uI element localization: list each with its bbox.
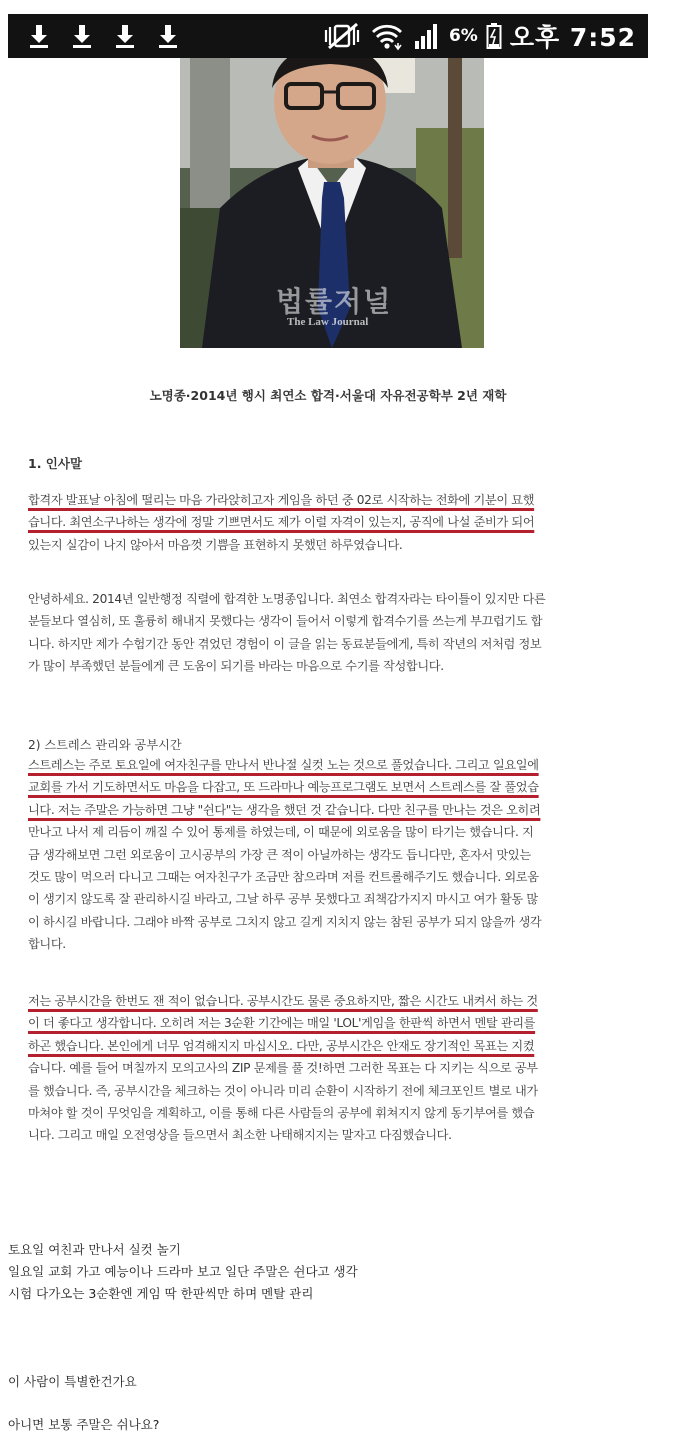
paragraph (28, 754, 632, 956)
text-line: 스트레스는 주로 토요일에 여자친구를 만나서 반나절 실컷 노는 것으로 풀었습니다. 그리고 일요일에 (28, 758, 539, 772)
vibrate-mute-icon (323, 21, 363, 51)
text-line: 니다. 저는 주말은 가능하면 그냥 "쉰다"는 생각을 했던 것 같습니다. 다만 친구를 만나는 것은 오히려 (28, 802, 541, 817)
photo-caption: 노명종·2014년 행시 최연소 합격·서울대 자유전공학부 2년 재학 (149, 388, 507, 403)
text-line: 금 생각해보면 그런 외로움이 고시공부의 가장 큰 적이 아닐까하는 생각도 듭니다만, 혼자서 맛있는 (28, 847, 531, 862)
text-line: 교회를 가서 기도하면서도 마음을 다잡고, 또 드라마나 예능프로그램도 보면서 스트레스를 잘 풀었습 (28, 780, 539, 795)
signal-icon (411, 21, 441, 51)
post-text-line: 일요일 교회 가고 예능이나 드라마 보고 일단 주말은 쉰다고 생각 (8, 1264, 358, 1279)
download-icon (114, 24, 136, 50)
text-line: 이 생기지 않도록 잘 관리하시길 바라고, 그날 하루 공부 못했다고 죄책감가지지 마시고 여가 활동 많 (28, 892, 538, 907)
screenshot-image (8, 14, 648, 1152)
battery-percent: 6% (448, 26, 478, 46)
text-line: 것도 많이 먹으러 다니고 그때는 여자친구가 조금만 참으라며 저를 컨트롤해주기도 했습니다. 외로움 (28, 869, 539, 884)
text-line: 합니다. (28, 937, 66, 952)
text-line (28, 511, 632, 533)
text-line: 있는지 실감이 나지 않아서 마음껏 기쁨을 표현하지 못했던 하루였습니다. (28, 537, 403, 552)
post-text-line: 토요일 여친과 만나서 실컷 놀기 (8, 1242, 181, 1257)
clock: 오후 7:52 (509, 23, 636, 52)
download-icon (28, 24, 50, 50)
text-line: 이 하시길 바랍니다. 그래야 바짝 공부로 그치지 않고 길게 지치지 않는 참된 공부가 되지 않을까 생각 (28, 914, 542, 929)
status-bar (8, 14, 648, 58)
article-photo (180, 58, 484, 348)
battery-icon (486, 22, 502, 50)
section-title: 2) 스트레스 관리와 공부시간 (28, 738, 182, 752)
wifi-icon (371, 21, 403, 51)
text-line: 마쳐야 할 것이 무엇임을 계획하고, 이를 통해 다른 사람들의 공부에 휘쳐지지 않게 동기부여를 했습 (28, 1105, 535, 1120)
watermark-sub: The Law Journal (287, 316, 369, 328)
text-line: 가 많이 부족했던 분들에게 큰 도움이 되기를 바라는 마음으로 수기를 작성합니다. (28, 659, 444, 674)
text-line: 분들보다 열심히, 또 훌륭히 해내지 못했다는 생각이 들어서 이렇게 합격수기를 쓰는게 부끄럽기도 합 (28, 614, 543, 629)
post-text-line: 시험 다가오는 3순환엔 게임 딱 한판씩만 하며 멘탈 관리 (8, 1286, 314, 1301)
text-line: 를 했습니다. 즉, 공부시간을 체크하는 것이 아니라 미리 순환이 시작하기 전에 체크포인트 별로 내가 (28, 1083, 538, 1098)
watermark: 법률저널 (276, 285, 393, 318)
text-line: 습니다. 예를 들어 며칠까지 모의고사의 ZIP 문제를 풀 것!하면 그러한 목표는 다 지키는 식으로 공부 (28, 1061, 538, 1076)
paragraph (28, 489, 632, 556)
text-line: 니다. 하지만 제가 수험기간 동안 겪었던 경험이 이 글을 읽는 동료분들에게, 특히 작년의 저처럼 정보 (28, 636, 542, 651)
post-question: 이 사람이 특별한건가요 (8, 1374, 137, 1389)
download-icon (71, 24, 93, 50)
paragraph (28, 990, 632, 1147)
section-title: 1. 인사말 (28, 456, 83, 471)
paragraph (28, 588, 632, 678)
text-line: 이 더 좋다고 생각합니다. 오히려 저는 3순환 기간에는 매일 'LOL'게임을 한판씩 하면서 멘탈 관리를 (28, 1016, 536, 1031)
text-line: 만나고 나서 제 리듬이 깨질 수 있어 통제를 하였는데, 이 때문에 외로움을 많이 타기는 했습니다. 지 (28, 825, 534, 840)
text-line: 저는 공부시간을 한번도 잰 적이 없습니다. 공부시간도 물론 중요하지만, 짧은 시간도 내켜서 하는 것 (28, 994, 538, 1008)
text-line: 합격자 발표날 아침에 떨리는 마음 가라앉히고자 게임을 하던 중 02로 시작하는 전화에 기분이 묘했 (28, 493, 535, 507)
text-line: 습니다. 최연소구나하는 생각에 정말 기쁘면서도 제가 이럴 자격이 있는지, 공직에 나설 준비가 되어 (28, 515, 535, 530)
text-line: 안녕하세요. 2014년 일반행정 직렬에 합격한 노명종입니다. 최연소 합격자라는 타이틀이 있지만 다른 (28, 592, 546, 606)
post-question: 아니면 보통 주말은 쉬나요? (8, 1417, 160, 1432)
text-line: 하곤 했습니다. 본인에게 너무 엄격해지지 마십시오. 다만, 공부시간은 안재도 장기적인 목표는 지켰 (28, 1038, 535, 1053)
download-icon (157, 24, 179, 50)
text-line: 니다. 그리고 매일 오전영상을 들으면서 최소한 나태해지지는 말자고 다짐했습니다. (28, 1128, 452, 1143)
